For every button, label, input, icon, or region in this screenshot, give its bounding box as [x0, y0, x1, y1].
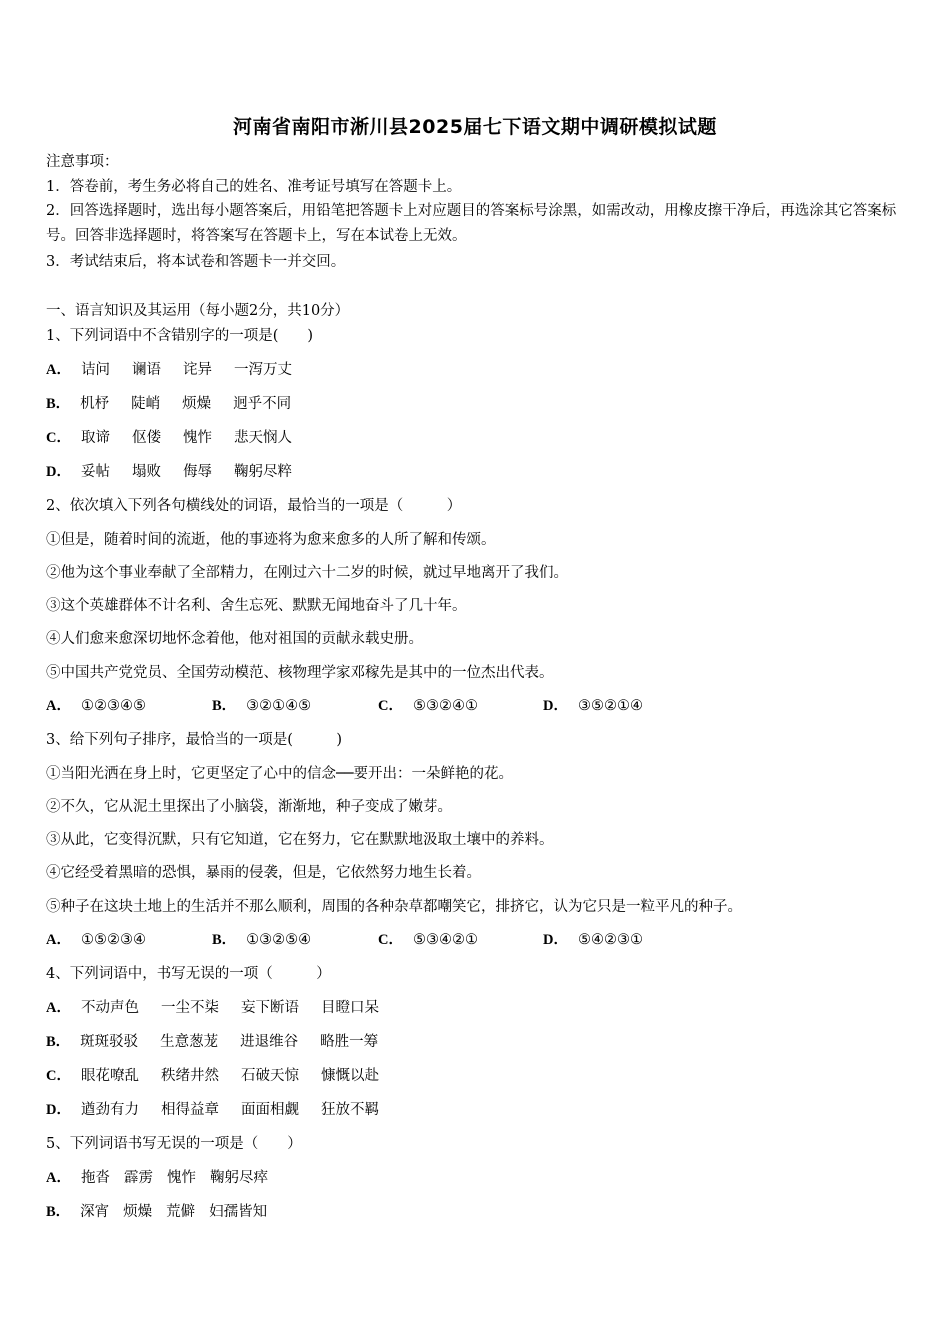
q3-sentence-2: ②不久，它从泥土里探出了小脑袋，渐渐地，种子变成了嫩芽。 [46, 799, 452, 815]
option-label: C． [46, 430, 71, 446]
question-2-stem: 2、依次填入下列各句横线处的词语，最恰当的一项是（ ） [46, 498, 462, 514]
q2-sentence-2: ②他为这个事业奉献了全部精力，在刚过六十二岁的时候，就过早地离开了我们。 [46, 565, 568, 581]
notice-item-3: 3．考试结束后，将本试卷和答题卡一并交回。 [46, 254, 346, 270]
q1-option-c[interactable]: C． 取谛 伛偻 愧怍 悲天悯人 [46, 430, 292, 446]
q2-option-a[interactable]: A． ①②③④⑤ [46, 698, 146, 714]
q3-sentence-5: ⑤种子在这块土地上的生活并不那么顺利，周围的各种杂草都嘲笑它，排挤它，认为它只是一粒平凡的种子。 [46, 899, 742, 915]
q1-option-b[interactable]: B． 机杼 陡峭 烦燥 迥乎不同 [46, 396, 292, 412]
q4-option-a[interactable]: A． 不动声色 一尘不柒 妄下断语 目瞪口呆 [46, 1000, 379, 1016]
question-1-stem: 1、下列词语中不含错别字的一项是( ) [46, 328, 314, 344]
q2-option-b[interactable]: B． ③②①④⑤ [212, 698, 312, 714]
question-4-stem: 4、下列词语中，书写无误的一项（ ） [46, 966, 331, 982]
q3-sentence-3: ③从此，它变得沉默，只有它知道，它在努力，它在默默地汲取土壤中的养料。 [46, 832, 554, 848]
q4-option-b[interactable]: B． 斑斑驳驳 生意葱茏 进退维谷 略胜一筹 [46, 1034, 379, 1050]
q2-sentence-1: ①但是，随着时间的流逝，他的事迹将为愈来愈多的人所了解和传颂。 [46, 532, 496, 548]
section-heading: 一、语言知识及其运用（每小题2分，共10分） [46, 303, 350, 319]
notice-item-1: 1．答卷前，考生务必将自己的姓名、准考证号填写在答题卡上。 [46, 179, 462, 195]
q2-sentence-3: ③这个英雄群体不计名利、舍生忘死、默默无闻地奋斗了几十年。 [46, 598, 467, 614]
q2-option-c[interactable]: C． ⑤③②④① [378, 698, 478, 714]
page-title: 河南省南阳市淅川县2025届七下语文期中调研模拟试题 [233, 116, 717, 138]
q3-option-a[interactable]: A． ①⑤②③④ [46, 932, 146, 948]
option-label: B． [46, 396, 71, 412]
q1-option-a[interactable]: A． 诘问 谰语 诧异 一泻万丈 [46, 362, 292, 378]
q3-option-d[interactable]: D． ⑤④②③① [543, 932, 643, 948]
q3-sentence-1: ①当阳光洒在身上时，它更坚定了心中的信念──要开出：一朵鲜艳的花。 [46, 766, 513, 782]
q4-option-c[interactable]: C． 眼花嘹乱 秩绪井然 石破天惊 慷慨以赴 [46, 1068, 379, 1084]
option-label: D． [46, 464, 71, 480]
q3-option-b[interactable]: B． ①③②⑤④ [212, 932, 312, 948]
option-label: A． [46, 362, 71, 378]
q4-option-d[interactable]: D． 遒劲有力 相得益章 面面相觑 狂放不羁 [46, 1102, 379, 1118]
q3-sentence-4: ④它经受着黑暗的恐惧，暴雨的侵袭，但是，它依然努力地生长着。 [46, 865, 481, 881]
question-3-stem: 3、给下列句子排序，最恰当的一项是( ) [46, 732, 343, 748]
q2-option-d[interactable]: D． ③⑤②①④ [543, 698, 643, 714]
q3-option-c[interactable]: C． ⑤③④②① [378, 932, 478, 948]
q5-option-a[interactable]: A． 拖沓 霹雳 愧怍 鞠躬尽瘁 [46, 1170, 268, 1186]
notice-heading: 注意事项： [46, 154, 119, 170]
q5-option-b[interactable]: B． 深宵 烦燥 荒僻 妇孺皆知 [46, 1204, 268, 1220]
question-5-stem: 5、下列词语书写无误的一项是（ ） [46, 1136, 302, 1152]
q2-sentence-5: ⑤中国共产党党员、全国劳动模范、核物理学家邓稼先是其中的一位杰出代表。 [46, 665, 554, 681]
q2-sentence-4: ④人们愈来愈深切地怀念着他，他对祖国的贡献永载史册。 [46, 631, 423, 647]
notice-item-2: 2．回答选择题时，选出每小题答案后，用铅笔把答题卡上对应题目的答案标号涂黑，如需改动，用橡皮擦干净后，再选涂其它答案标号。回答非选择题时，将答案写在答题卡上，写在本试卷上无效。 [46, 203, 897, 244]
q1-option-d[interactable]: D． 妥帖 塌败 侮辱 鞠躬尽粹 [46, 464, 292, 480]
